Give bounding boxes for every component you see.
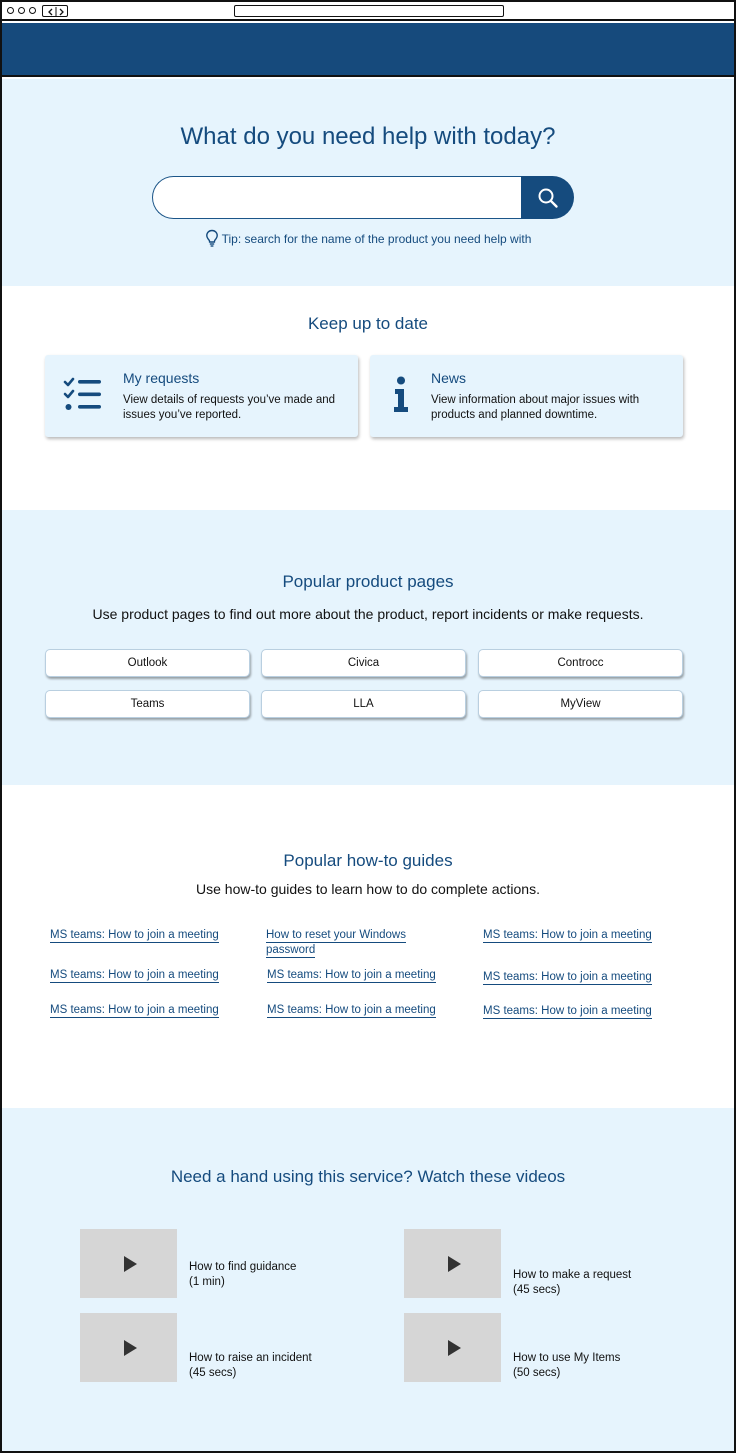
info-icon — [390, 376, 414, 414]
video-thumbnail[interactable] — [80, 1313, 177, 1382]
site-header — [2, 23, 734, 77]
guide-link[interactable]: MS teams: How to join a meeting — [267, 969, 436, 981]
guide-link[interactable]: MS teams: How to join a meeting — [483, 929, 652, 941]
products-subtitle: Use product pages to find out more about the product, report incidents or make requests. — [92, 606, 644, 622]
window-control-dot[interactable] — [18, 7, 25, 14]
play-icon — [123, 1256, 137, 1272]
video-label — [189, 1351, 369, 1381]
back-forward-buttons[interactable] — [42, 5, 68, 17]
video-title: How to raise an incident — [189, 1352, 312, 1364]
product-button-teams[interactable]: Teams — [45, 690, 250, 718]
search-tip — [2, 229, 734, 247]
video-label — [513, 1351, 693, 1381]
video-title: How to find guidance — [189, 1261, 297, 1273]
product-button-outlook[interactable]: Outlook — [45, 649, 250, 677]
product-button-lla[interactable]: LLA — [261, 690, 466, 718]
video-thumbnail[interactable] — [404, 1229, 501, 1298]
checklist-icon — [63, 377, 103, 413]
guides-subtitle: Use how-to guides to learn how to do complete actions. — [196, 881, 540, 897]
product-button-civica[interactable]: Civica — [261, 649, 466, 677]
keep-up-title: Keep up to date — [307, 314, 429, 333]
guide-link[interactable]: MS teams: How to join a meeting — [50, 969, 219, 981]
products-title: Popular product pages — [282, 572, 454, 591]
hero-title: What do you need help with today? — [180, 123, 556, 150]
play-icon — [123, 1340, 137, 1356]
window-control-dot[interactable] — [7, 7, 14, 14]
search-input[interactable] — [152, 176, 524, 219]
search-button[interactable] — [521, 176, 574, 219]
card-title: News — [431, 370, 467, 386]
my-requests-card[interactable] — [45, 355, 358, 437]
guide-link[interactable]: MS teams: How to join a meeting — [483, 1005, 652, 1017]
video-duration: (45 secs) — [513, 1284, 561, 1296]
card-title: My requests — [123, 370, 200, 386]
video-thumbnail[interactable] — [404, 1313, 501, 1382]
video-label — [513, 1268, 693, 1298]
card-description: View information about major issues with products and planned downtime. — [431, 394, 640, 421]
address-bar[interactable] — [234, 5, 504, 17]
guide-link[interactable]: MS teams: How to join a meeting — [50, 929, 219, 941]
tip-text: Tip: search for the name of the product you need help with — [221, 232, 532, 246]
video-thumbnail[interactable] — [80, 1229, 177, 1298]
product-button-myview[interactable]: MyView — [478, 690, 683, 718]
popular-products-section — [2, 510, 734, 785]
guide-link[interactable]: MS teams: How to join a meeting — [50, 1004, 219, 1016]
card-description: View details of requests you’ve made and issues you’ve reported. — [123, 394, 336, 421]
news-card[interactable] — [370, 355, 683, 437]
guide-link[interactable]: MS teams: How to join a meeting — [483, 971, 652, 983]
search-icon — [537, 187, 559, 209]
hero-section — [2, 79, 734, 286]
back-forward-icon — [43, 6, 69, 18]
guide-link[interactable]: How to reset your Windows password — [266, 929, 406, 956]
video-title: How to make a request — [513, 1269, 632, 1281]
videos-section — [2, 1108, 734, 1451]
video-duration: (45 secs) — [189, 1367, 237, 1379]
browser-chrome — [2, 2, 734, 21]
videos-title: Need a hand using this service? Watch these videos — [170, 1167, 566, 1186]
window-control-dot[interactable] — [29, 7, 36, 14]
play-icon — [447, 1256, 461, 1272]
guide-link[interactable]: MS teams: How to join a meeting — [267, 1004, 436, 1016]
video-duration: (1 min) — [189, 1276, 225, 1288]
lightbulb-icon — [205, 229, 219, 247]
video-duration: (50 secs) — [513, 1367, 561, 1379]
guides-title: Popular how-to guides — [283, 851, 453, 870]
video-title: How to use My Items — [513, 1352, 621, 1364]
play-icon — [447, 1340, 461, 1356]
search-bar — [152, 176, 574, 219]
product-button-controcc[interactable]: Controcc — [478, 649, 683, 677]
video-label — [189, 1260, 369, 1290]
